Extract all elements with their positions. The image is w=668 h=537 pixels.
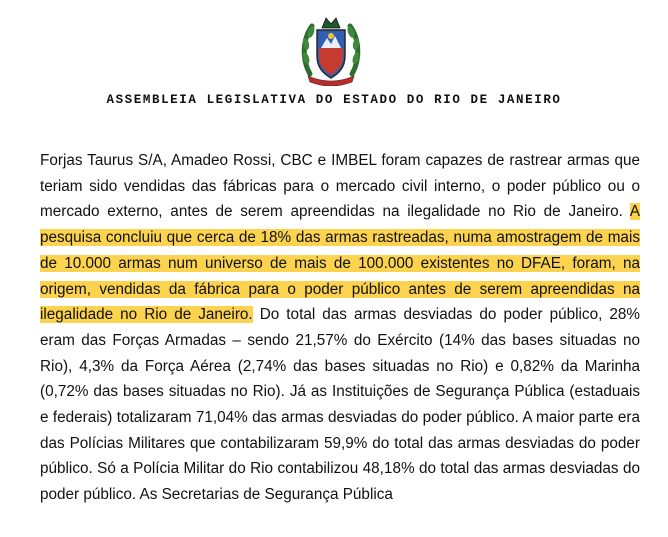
body-text-intro: Forjas Taurus S/A, Amadeo Rossi, CBC e IMBEL foram capazes de rastrear armas que teriam sido vendidas das fábricas para o mercado civil interno, o poder público ou o mercado externo, antes de serem apreendidas na ilegalidade no Rio de Janeiro. bbox=[40, 152, 640, 221]
page-fade bbox=[0, 512, 668, 537]
assembly-header-title: ASSEMBLEIA LEGISLATIVA DO ESTADO DO RIO DE JANEIRO bbox=[106, 93, 562, 107]
state-coat-of-arms-icon bbox=[300, 14, 362, 86]
document-body bbox=[40, 148, 640, 508]
body-paragraph bbox=[40, 148, 640, 508]
body-text-continuation: Do total das armas desviadas do poder público, 28% eram das Forças Armadas – sendo 21,57% do Exército (14% das bases situadas no Rio), 4,3% da Força Aérea (2,74% das bases situadas no Rio) e 0,82% da Marinha (0,72% das bases situadas no Rio). Já as Instituições de Segurança Pública (estaduais e federais) totalizaram 71,04% das armas desviadas do poder público. A maior parte era das Polícias Militares que contabilizaram 59,9% do total das armas desviadas do poder público. Só a Polícia Militar do Rio contabilizou 48,18% do total das armas desviadas do poder público. As Secretarias de Segurança Pública bbox=[40, 306, 640, 504]
highlighted-passage: A pesquisa concluiu que cerca de 18% das armas rastreadas, numa amostragem de mais de 10.000 armas num universo de mais de 100.000 existentes no DFAE, foram, na origem, vendidas da fábrica para o poder público antes de serem apreendidas na ilegalidade no Rio de Janeiro. bbox=[40, 203, 640, 324]
